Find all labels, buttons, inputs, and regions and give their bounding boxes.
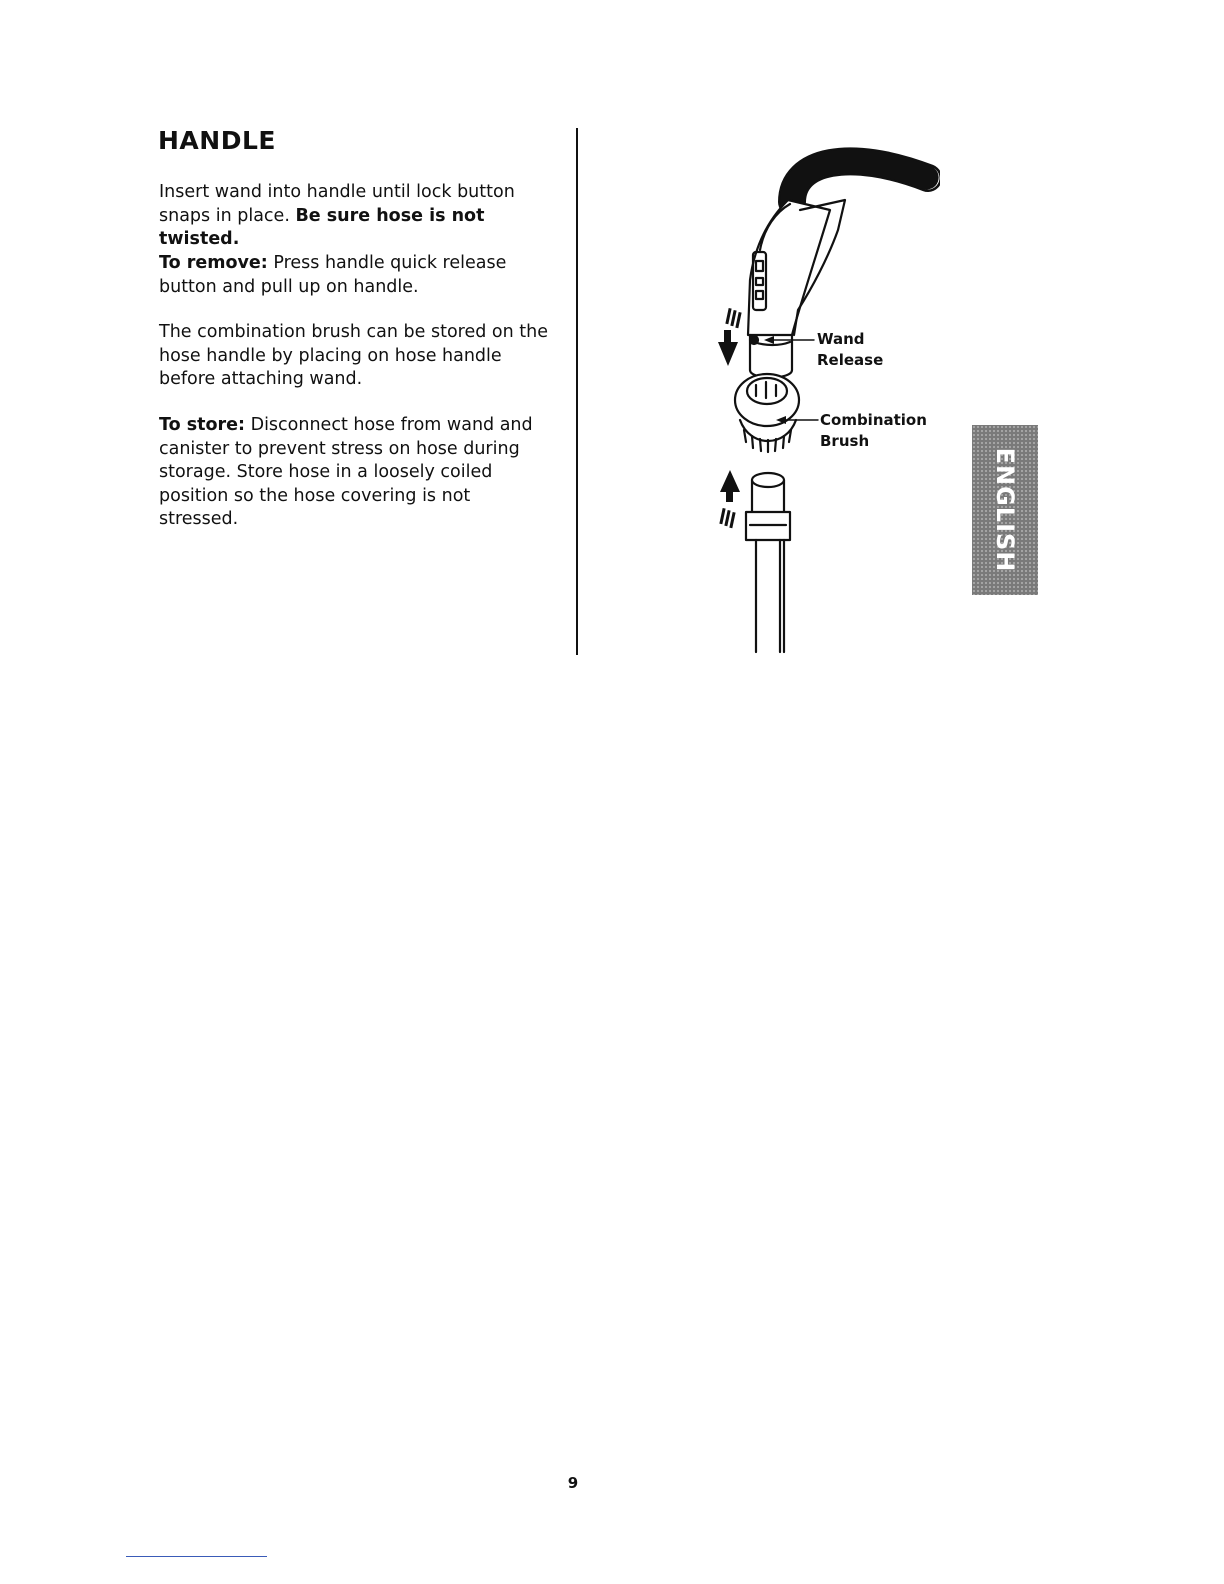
language-tab	[972, 425, 1038, 595]
callout-wand-release	[817, 329, 883, 371]
paragraph-lead: To store:	[159, 415, 246, 435]
footer-rule	[126, 1556, 267, 1557]
language-tab-label: ENGLISH	[991, 447, 1019, 573]
section-title: HANDLE	[158, 126, 276, 155]
paragraph-lead: To remove:	[159, 253, 268, 273]
handle-wand-brush-drawing	[700, 130, 940, 655]
column-divider	[576, 128, 578, 655]
paragraph-emphasis: Be sure hose is not twisted.	[159, 205, 485, 249]
callout-combination-brush	[820, 410, 927, 452]
paragraph-combination-brush	[159, 321, 554, 392]
paragraph-text: Disconnect hose from wand and canister to prevent stress on hose during storage. Store hose in a loosely coiled position so the hose covering is not stressed.	[159, 415, 533, 529]
callout-line: Brush	[820, 432, 870, 450]
callout-line: Combination	[820, 411, 927, 429]
paragraph-to-remove	[159, 252, 554, 299]
paragraph-text: The combination brush can be stored on the hose handle by placing on hose handle before attaching wand.	[159, 322, 548, 389]
handle-illustration	[700, 130, 940, 655]
callout-line: Wand	[817, 330, 865, 348]
paragraph-text: Press handle quick release button and pull up on handle.	[159, 253, 507, 297]
page-number: 9	[567, 1474, 579, 1492]
paragraph-text: Insert wand into handle until lock button snaps in place.	[159, 182, 515, 226]
paragraph-to-store	[159, 414, 554, 532]
paragraph-insert-wand	[159, 181, 554, 252]
callout-line: Release	[817, 351, 884, 369]
